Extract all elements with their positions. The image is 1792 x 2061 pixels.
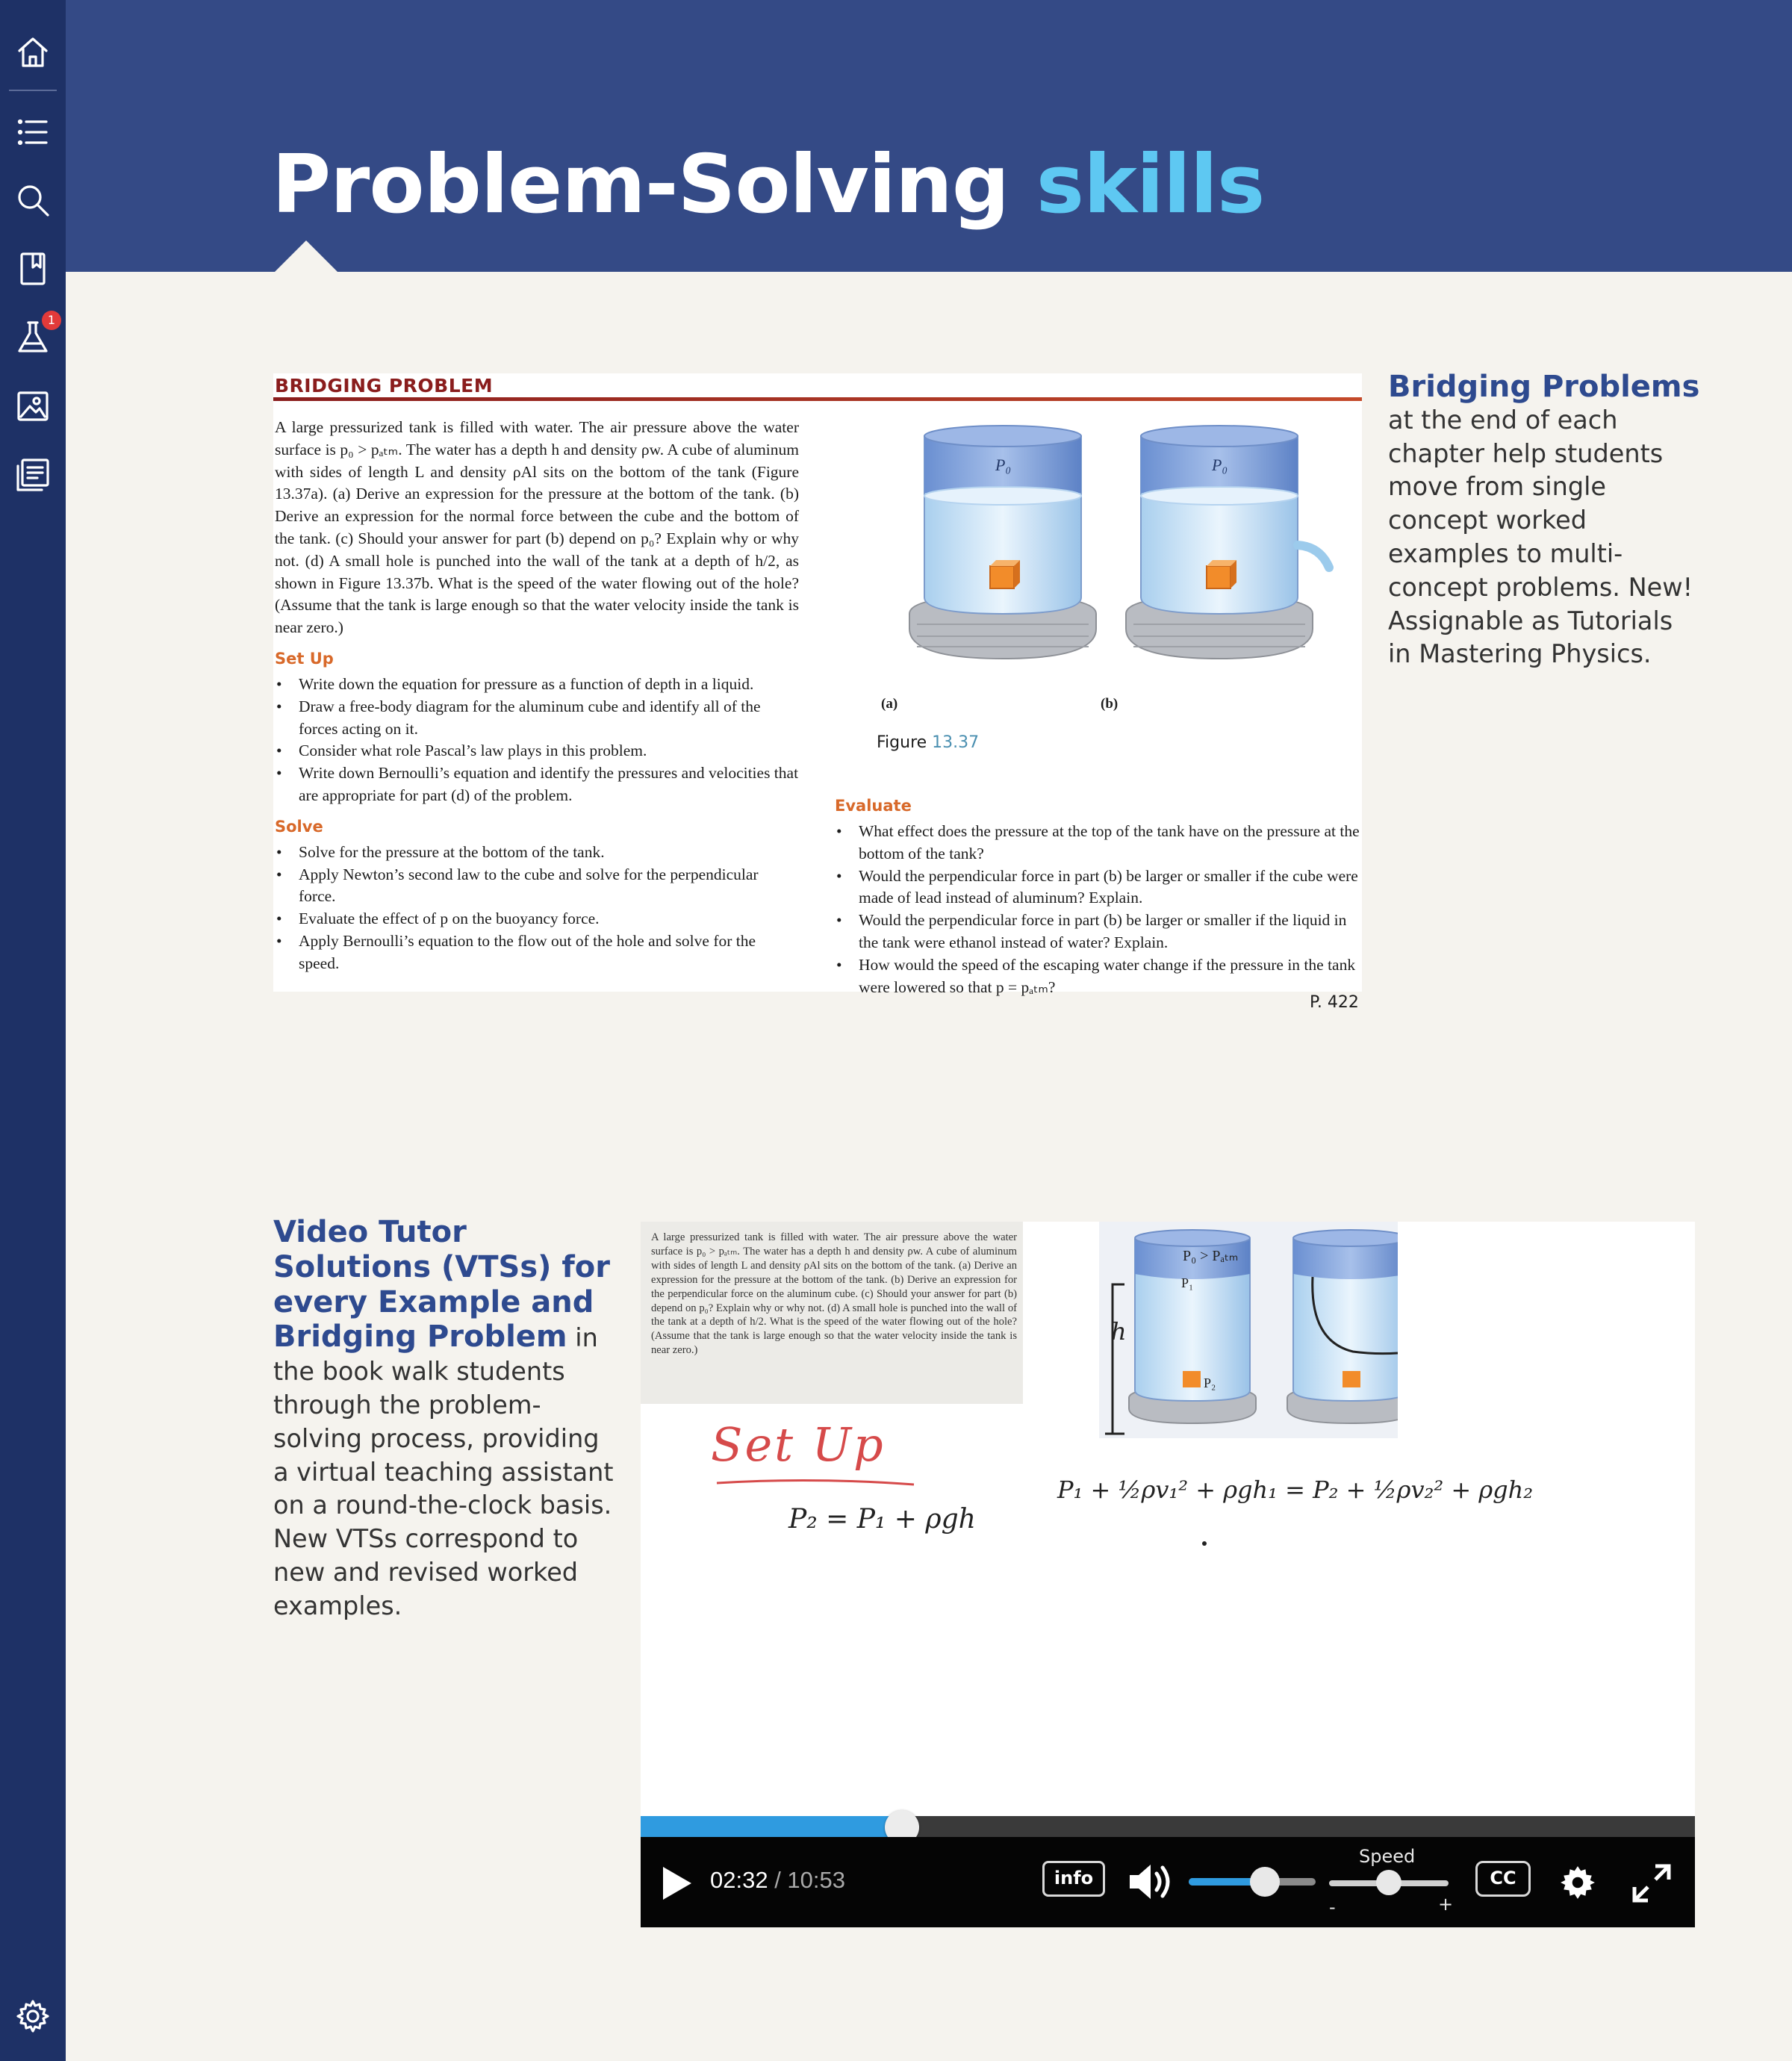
video-tank-drawing [1099,1222,1398,1438]
list-item: • Write down Bernoulli’s equation and identify the pressures and velocities that are appropriate for part (d) of the problem. [275,762,799,807]
video-progress-fill [641,1816,902,1837]
header-banner [66,0,1792,272]
caption-number: 13.37 [932,733,980,752]
sidebar-settings-button[interactable] [10,1994,55,2039]
home-icon [15,34,51,70]
speed-slider[interactable] [1329,1880,1449,1886]
page-reference: P. 422 [1310,993,1359,1012]
play-button[interactable] [657,1864,696,1903]
list-item: • Evaluate the effect of p on the buoyancy force. [275,908,799,930]
speed-label: Speed [1359,1846,1416,1867]
figure-caption [877,733,979,752]
bridging-problems-highlight: Bridging Problems [1388,370,1700,404]
figure-label-b: (b) [1101,696,1119,712]
setup-underline [715,1476,917,1490]
title-main: Problem-Solving [272,138,1009,231]
list-item: • Would the perpendicular force in part (b) be larger or smaller if the cube were made of lead instead of aluminum? Explain. [835,865,1362,910]
evaluate-heading: Evaluate [835,797,912,815]
duration: 10:53 [787,1867,845,1893]
volume-slider[interactable] [1189,1878,1316,1886]
page-title [272,138,1264,231]
tank-b-pressure-label: P₀ [1212,456,1228,474]
list-item: • Apply Bernoulli’s equation to the flow out of the hole and solve for the speed. [275,930,799,975]
list-item: • Apply Newton’s second law to the cube and solve for the perpendicular force. [275,864,799,909]
video-equation-bernoulli: P₁ + ½ρv₁² + ρgh₁ = P₂ + ½ρv₂² + ρgh₂ [1057,1476,1534,1504]
figure-label-a: (a) [881,696,898,712]
title-accent: skills [1036,138,1265,231]
video-time-display [710,1867,845,1894]
sidebar-home-button[interactable] [10,30,55,75]
video-equation-pressure: P₂ = P₁ + ρgh [788,1504,976,1535]
video-setup-handwriting: Set Up [711,1417,886,1472]
evaluate-list [835,821,1362,998]
heading-rule [273,397,1362,401]
notes-icon [15,457,51,493]
speaker-icon [1127,1862,1173,1902]
video-player[interactable] [641,1222,1695,1927]
settings-button[interactable] [1558,1862,1598,1903]
time-separator: / [768,1867,788,1893]
solve-heading: Solve [275,817,323,836]
current-time: 02:32 [710,1867,768,1893]
list-item: • Solve for the pressure at the bottom of the tank. [275,842,799,864]
solve-list [275,842,799,975]
video-h-label: h [1111,1317,1127,1346]
speed-plus-label: + [1438,1894,1454,1915]
video-problem-excerpt: A large pressurized tank is filled with water. The air pressure above the water surface is p₀ > pₐₜₘ. The water has a depth h and density ρw. A cube of aluminum with sides of length L and density ρAl sits on the bottom of the tank. (a) Derive an expression for the pressure at the bottom of the tank. (b) Derive an expression for the perpendicular force on the aluminum cube. (c) Should your answer for part (b) depend on p₀? Explain why or why not. (d) A small hole is punched into the wall of the tank at a depth of h/2. What is the speed of the water flowing out of the hole? (Assume that the tank is large enough so that the water velocity inside the tank is near zero.) [641,1222,1023,1404]
bookmark-page-icon [15,251,51,287]
image-icon [15,388,51,424]
video-p1-label: P₁ [1181,1275,1194,1290]
list-item: • How would the speed of the escaping water change if the pressure in the tank were lowered so that p = pₐₜₘ? [835,954,1362,999]
speed-handle[interactable] [1376,1870,1401,1895]
figure-13-37-tanks [872,418,1357,687]
setup-list [275,674,799,807]
list-item: • Write down the equation for pressure as a function of depth in a liquid. [275,674,799,696]
sidebar-divider [9,90,57,91]
video-p2-label: P₂ [1204,1375,1216,1390]
list-item: • Draw a free-body diagram for the aluminum cube and identify all of the forces acting on it. [275,696,799,741]
caption-prefix: Figure [877,733,927,752]
info-button[interactable]: info [1042,1861,1105,1897]
setup-heading: Set Up [275,649,334,668]
speed-minus-label: - [1329,1897,1336,1918]
bridging-problem-right-column [835,795,1362,998]
list-icon [15,114,51,150]
header-notch [275,240,337,272]
list-item: • What effect does the pressure at the top of the tank have on the pressure at the bottom of the tank? [835,821,1362,865]
bridging-problem-left-column [275,417,799,975]
sidebar [0,0,66,2061]
bridging-problems-description [1388,370,1702,671]
vts-description [273,1216,617,1623]
gear-icon [15,1998,51,2034]
bridging-problem-page [273,373,1362,996]
sidebar-notes-button[interactable] [10,453,55,497]
bridging-problems-text: at the end of each chapter help students move from single concept worked examples to multi-concept problems. New! Assignable as Tutorials in Mastering Physics. [1388,405,1693,669]
notification-badge: 1 [42,311,61,330]
sidebar-media-button[interactable] [10,384,55,429]
search-icon [15,182,51,218]
volume-button[interactable] [1126,1861,1174,1903]
problem-statement: A large pressurized tank is filled with water. The air pressure above the water surface is p₀ > pₐₜₘ. The water has a depth h and density ρw. A cube of aluminum with sides of length L and density ρAl sits on the bottom of the tank (Figure 13.37a). (a) Derive an expression for the pressure at the bottom of the tank. (b) Derive an expression for the normal force between the cube and the bottom of the tank. (c) Should your answer for part (b) depend on p₀? Explain why or why not. (d) A small hole is punched into the wall of the tank at a depth of h/2, as shown in Figure 13.37b. What is the speed of the water flowing out of the hole? (Assume that the tank is large enough so that the water velocity inside the tank is near zero.) [275,418,799,637]
fullscreen-icon [1631,1863,1672,1903]
video-controls-bar [641,1837,1695,1927]
sidebar-contents-button[interactable] [10,110,55,155]
fullscreen-button[interactable] [1631,1862,1673,1904]
gear-icon [1559,1864,1596,1901]
bridging-problem-heading: BRIDGING PROBLEM [275,375,494,397]
tank-a [909,426,1096,659]
video-depth-bracket [1102,1281,1132,1438]
closed-captions-button[interactable]: CC [1475,1861,1531,1897]
vts-text: in the book walk students through the problem-solving process, providing a virtual teaching assistant on a round-the-clock basis. New VTSs correspond to new and revised worked examples. [273,1323,614,1620]
list-item: • Would the perpendicular force in part (b) be larger or smaller if the liquid in the tank were ethanol instead of water? Explain. [835,910,1362,954]
sidebar-search-button[interactable] [10,178,55,223]
video-progress-bar[interactable] [641,1816,1695,1837]
sidebar-bookmark-button[interactable] [10,246,55,291]
vts-highlight: Video Tutor Solutions (VTSs) for every Example and Bridging Problem [273,1215,610,1355]
tank-b [1126,426,1329,659]
video-tank-top-label: P₀ > Pₐₜₘ [1183,1248,1239,1264]
volume-handle[interactable] [1250,1867,1280,1897]
tank-a-pressure-label: P₀ [995,456,1012,474]
list-item: • Consider what role Pascal’s law plays in this problem. [275,740,799,762]
play-icon [659,1864,694,1903]
pen-dot [1202,1541,1207,1546]
sidebar-lab-button[interactable] [10,315,55,360]
